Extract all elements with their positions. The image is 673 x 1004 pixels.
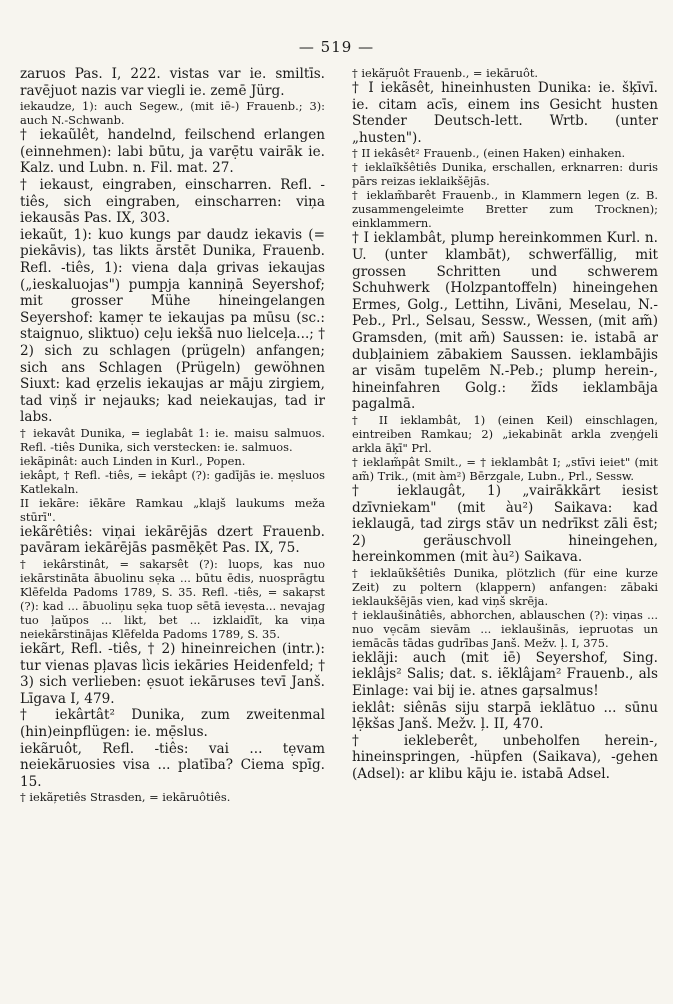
dictionary-entry: † ieklaĩkšêtiês Dunika, erschallen, erknarren: duris pārs reizas ieklaikšējās. [352, 160, 658, 189]
dictionary-entry: ieklât: siênās siju starpā ieklātuo ... sūnu lẹ̄kšas Janš. Mežv. ļ. II, 470. [352, 699, 658, 733]
dictionary-entry: iekãrêtiês: viņai iekārējās dzert Frauenb. pavāram iekārējās pasmēķēt Pas. IX, 75. [20, 523, 325, 557]
dictionary-entry: † ieklaũkšêtiês Dunika, plötzlich (für eine kurze Zeit) zu poltern (klappern) anfangen: zābaki ieklaukšējās vien, kad viņš skrēja. [352, 565, 658, 608]
dictionary-entry: † iekaũlêt, handelnd, feilschend erlangen (einnehmen): labi būtu, ja varẹ̄tu vairāk ie. Kalz. und Lubn. n. Fil. mat. 27. [20, 127, 325, 177]
dictionary-entry: † I iekãsêt, hineinhusten Dunika: ie. šķīvī. ie. citam acīs, einem ins Gesicht husten Stender Deutsch-lett. Wrtb. (unter „husten"). [352, 80, 658, 146]
dictionary-entry: iekaudze, 1): auch Segew., (mit iē-) Frauenb.; 3): auch N.-Schwanb. [20, 99, 325, 128]
dictionary-entry: iekâpt, † Refl. -tiês, = iekâpt (?): gadījās ie. mẹsluos Katlekaln. [20, 467, 325, 496]
dictionary-entry: † iekaust, eingraben, einscharren. Refl. -tiês, sich eingraben, einscharren: viņa iekausās Pas. IX, 303. [20, 176, 325, 227]
dictionary-entry: † iekleberêt, unbeholfen herein-, hineinspringen, -hüpfen (Saikava), -gehen (Adsel): ar klibu kāju ie. istabā Adsel. [352, 732, 658, 783]
right-column [352, 66, 658, 783]
dictionary-entry: † iekârtât² Dunika, zum zweitenmal (hin)einpflügen: ie. mẹ̄slus. [20, 707, 325, 741]
page-number: — 519 — [298, 38, 375, 56]
dictionary-entry: † I ieklambât, plump hereinkommen Kurl. n. U. (unter klambāt), schwerfällig, mit grossen Schritten und schwerem Schuhwerk (Holzpantoffeln) hineingehen Ermes, Golg., Lettihn, Livāni, Meselau, N.-Peb., Prl., Selsau, Sessw., Wessen, (mit am̃) Gramsden, (mit am̃) Saussen: ie. istabā ar dubļainiem zābakiem Saussen. ieklambājis ar visām tupelēm N.-Peb.; plump herein-, hineinfahren Golg.: žīds ieklambāja pagalmā. [352, 230, 658, 413]
dictionary-entry: † II iekâsêt² Frauenb., (einen Haken) einhaken. [352, 146, 626, 161]
dictionary-entry: † II ieklambât, 1) (einen Keil) einschlagen, eintreiben Ramkau; 2) „iekabināt arkla zveņģeli arkla āķī" Prl. [352, 412, 658, 455]
dictionary-entry: iekãrt, Refl. -tiês, † 2) hineinreichen (intr.): tur vienas pļavas lìcis iekāries Heidenfeld; † 3) sich verlieben: ẹsuot iekāruses tevī Janš. Līgava I, 479. [20, 641, 325, 707]
dictionary-entry: † ieklaušinâtiês, abhorchen, ablauschen (?): viņas ... nuo vẹcām sievām ... ieklaušinās, iepruotas un iemācās tādas gudrības Janš. Mežv. ļ. I, 375. [352, 607, 658, 650]
dictionary-entry: † ieklam̃pât Smilt., = † ieklambât I; „stīvi ieiet" (mit am̃) Trik., (mit àm²) Bērzgale, Lubn., Prl., Sessw. [352, 454, 658, 483]
dictionary-entry: iekaũt, 1): kuo kungs par daudz iekavis (= piekāvis), tas likts ārstēt Dunika, Frauenb. Refl. -tiês, 1): viena daļa grivas iekaujas („ieskaluojas") pumpja kanniņā Seyershof; mit grosser Mühe hineingelangen Seyershof: kamẹr te iekaujas pa mūsu (sc.: staignuo, sliktuo) ceļu iekšā nuo lielceļa...; † 2) sich zu schlagen (prügeln) anfangen; sich ans Schlagen (Prügeln) gewöhnen Siuxt: kad ẹrzelis iekaujas ar māju zirgiem, tad viņš ir nejauks; kad neiekaujas, tad ir labs. [20, 226, 325, 426]
dictionary-entry: † iekavât Dunika, = ieglabât 1: ie. maisu salmuos. Refl. -tiês Dunika, sich verstecken: ie. salmuos. [20, 425, 325, 454]
dictionary-entry: ieklãji: auch (mit iē) Seyershof, Sing. ieklâjs² Salis; dat. s. iẽklâjam² Frauenb., als Einlage: vai bij ie. atnes gaŗsalmus! [352, 649, 658, 700]
dictionary-entry: † iekârstinât, = sakaŗsêt (?): luops, kas nuo iekārstināta ābuolinu sẹka ... būtu ēdis, nuosprāgtu Klēfelda Padoms 1789, S. 35. Refl. -tiês, = sakaŗst (?): kad ... ābuoliņu sẹka tuop sētā ievẹsta... nevajag tuo ļaŭpos ... likt, bet ... izklaidīt, ka viņa neiekārstinājas Klēfelda Padoms 1789, S. 35. [20, 557, 325, 642]
dictionary-entry: † iekãŗuôt Frauenb., = iekāruôt. [352, 66, 539, 80]
dictionary-entry: iekãpinât: auch Linden in Kurl., Popen. [20, 453, 246, 468]
dictionary-entry: II iekãre: iēkāre Ramkau „klajš laukums meža stūrī". [20, 495, 325, 524]
dictionary-entry: zaruos Pas. I, 222. vistas var ie. smiltīs. ravējuot nazis var viegli ie. zemē Jürg. [20, 66, 325, 99]
dictionary-entry: † ieklam̃barêt Frauenb., in Klammern legen (z. B. zusammengeleimte Bretter zum Trocknen); einklammern. [352, 188, 658, 231]
dictionary-entry: iekãruôt, Refl. -tiês: vai ... tẹvam neiekāruosies visa ... platība? Ciema spīg. 15. [20, 740, 325, 790]
left-column [20, 66, 325, 804]
dictionary-entry: † iekãŗetiês Strasden, = iekāruôtiês. [20, 790, 231, 805]
dictionary-entry: † ieklaugât, 1) „vairākkārt iesist dzīvniekam" (mit àu²) Saikava: kad ieklaugā, tad zirgs stāv un nedrīkst zāli ēst; 2) geräuschvoll hineingehen, hereinkommen (mit àu²) Saikava. [352, 482, 658, 566]
